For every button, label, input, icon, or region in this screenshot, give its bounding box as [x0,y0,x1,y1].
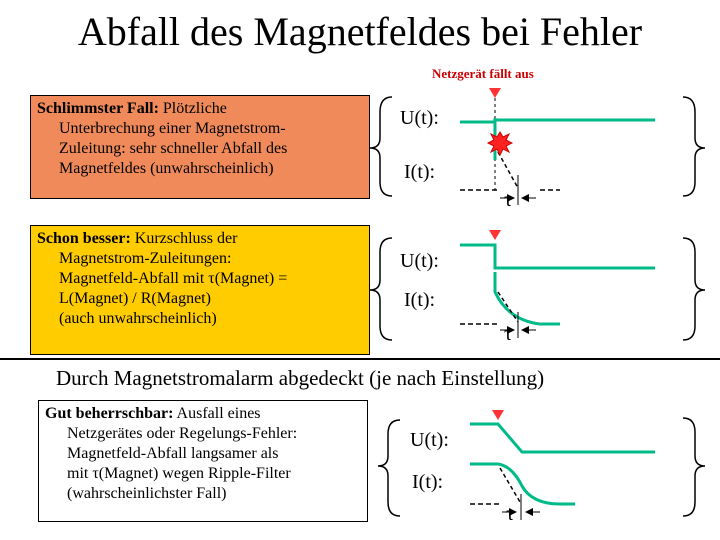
case-better-line-2: Magnetstrom-Zuleitungen: [59,250,232,267]
current-drop-dashed [498,292,518,322]
tau-label: τ [504,323,513,345]
case-worst-diagram [370,88,705,211]
case-manageable-line-4: mit τ(Magnet) wegen Ripple-Filter [67,465,291,482]
tau-label: τ [506,503,515,525]
voltage-label: U(t): [410,429,449,451]
page-title: Abfall des Magnetfeldes bei Fehler [77,9,643,54]
failure-marker-icon [489,88,501,98]
voltage-line [495,120,655,160]
tau-label: τ [504,189,513,211]
current-curve [495,272,560,324]
current-drop-dashed [498,152,518,188]
failure-marker-icon [489,230,501,240]
case-worst-line-4: Magnetfeldes (unwahrscheinlich) [59,160,274,177]
case-manageable-heading: Gut beherrschbar: [45,405,174,422]
case-better-line-1: Kurzschluss der [130,230,238,247]
left-brace [378,420,400,516]
current-fall [460,152,515,190]
case-worst-line-2: Unterbrechung einer Magnetstrom- [59,120,286,137]
case-manageable-diagram [378,410,705,525]
voltage-label: U(t): [400,107,439,129]
voltage-curve [460,245,655,268]
voltage-label: U(t): [400,250,439,272]
case-better-line-4: L(Magnet) / R(Magnet) [59,290,211,307]
voltage-curve [470,424,655,452]
current-label: I(t): [412,471,444,493]
current-drop-dashed [500,468,520,502]
case-worst-heading: Schlimmster Fall: [37,100,159,117]
case-worst-line-1: Plötzliche [158,100,227,117]
alarm-covered-text: Durch Magnetstromalarm abgedeckt (je nach Einstellung) [56,366,545,390]
right-brace [683,238,705,340]
right-brace [683,418,705,516]
case-better-line-5: (auch unwahrscheinlich) [59,310,217,327]
case-manageable-line-2: Netzgerätes oder Regelungs-Fehler: [67,425,298,442]
left-brace [370,238,392,340]
left-brace [370,97,392,196]
current-curve [470,464,575,504]
case-better-diagram [370,230,705,345]
case-better-line-3: Magnetfeld-Abfall mit τ(Magnet) = [59,270,288,287]
failure-marker-icon [492,410,504,420]
case-better-heading: Schon besser: [37,230,131,247]
current-label: I(t): [404,161,436,183]
case-manageable-line-5: (wahrscheinlichster Fall) [67,485,227,502]
case-manageable-line-3: Magnetfeld-Abfall langsamer als [67,445,279,462]
case-worst-line-3: Zuleitung: sehr schneller Abfall des [59,140,288,157]
case-manageable-line-1: Ausfall eines [173,405,261,422]
explosion-icon [488,132,512,155]
right-brace [683,97,705,196]
current-label: I(t): [404,289,436,311]
power-supply-fails-label: Netzgerät fällt aus [432,66,534,81]
